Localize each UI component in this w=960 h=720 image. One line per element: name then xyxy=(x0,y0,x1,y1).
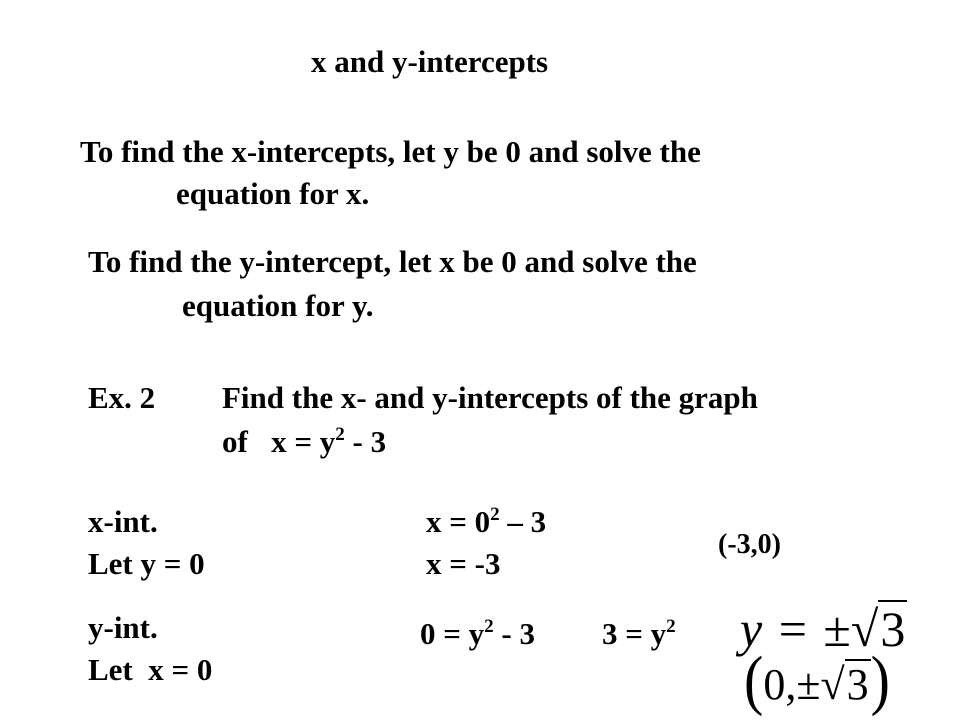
example-line2 xyxy=(222,424,386,465)
rule-y-line2: equation for y. xyxy=(182,288,374,323)
example-label: Ex. 2 xyxy=(88,380,156,415)
y-int-step2-prefix: 3 = y xyxy=(602,616,667,651)
y-int-point xyxy=(744,642,890,717)
close-paren: ) xyxy=(870,642,890,717)
open-paren: ( xyxy=(744,642,764,717)
point-zero: 0, xyxy=(763,660,797,709)
x-int-step1-suffix: – 3 xyxy=(499,504,547,539)
x-int-step1-prefix: x = 0 xyxy=(426,504,491,539)
y-int-step1-prefix: 0 = y xyxy=(420,616,485,651)
example-equation-prefix: of x = y xyxy=(222,424,336,459)
x-int-let: Let y = 0 xyxy=(88,546,205,581)
x-int-label: x-int. xyxy=(88,504,158,539)
example-equation-suffix: - 3 xyxy=(344,424,387,459)
y-int-step1-suffix: - 3 xyxy=(493,616,535,651)
x-int-step2: x = -3 xyxy=(426,546,501,581)
example-line1: Find the x- and y-intercepts of the graph xyxy=(222,380,758,415)
example-exponent: 2 xyxy=(335,424,345,445)
y-int-step1-exponent: 2 xyxy=(484,616,494,637)
x-int-step1 xyxy=(426,504,546,545)
y-int-step2 xyxy=(602,616,676,657)
rule-x-line2: equation for x. xyxy=(176,176,370,211)
rule-y-line1: To find the y-intercept, let x be 0 and solve the xyxy=(88,244,697,279)
point-radicand: 3 xyxy=(846,660,869,709)
y-int-label: y-int. xyxy=(88,610,158,645)
point-radical-icon: √ xyxy=(820,660,845,709)
radicand: 3 xyxy=(880,601,906,657)
y-int-step2-exponent: 2 xyxy=(666,616,676,637)
equals-sign: = xyxy=(778,601,807,657)
plus-minus-sign: ± xyxy=(823,601,851,657)
radical-icon: √ xyxy=(850,601,879,657)
y-int-let: Let x = 0 xyxy=(88,652,213,687)
rule-x-line1: To find the x-intercepts, let y be 0 and solve the xyxy=(80,134,701,169)
point-plus-minus: ± xyxy=(796,660,821,709)
page-title: x and y-intercepts xyxy=(311,44,549,79)
y-variable: y xyxy=(740,601,763,657)
y-int-step1 xyxy=(420,616,535,657)
x-int-point: (-3,0) xyxy=(718,529,781,560)
x-int-step1-exponent: 2 xyxy=(490,504,500,525)
